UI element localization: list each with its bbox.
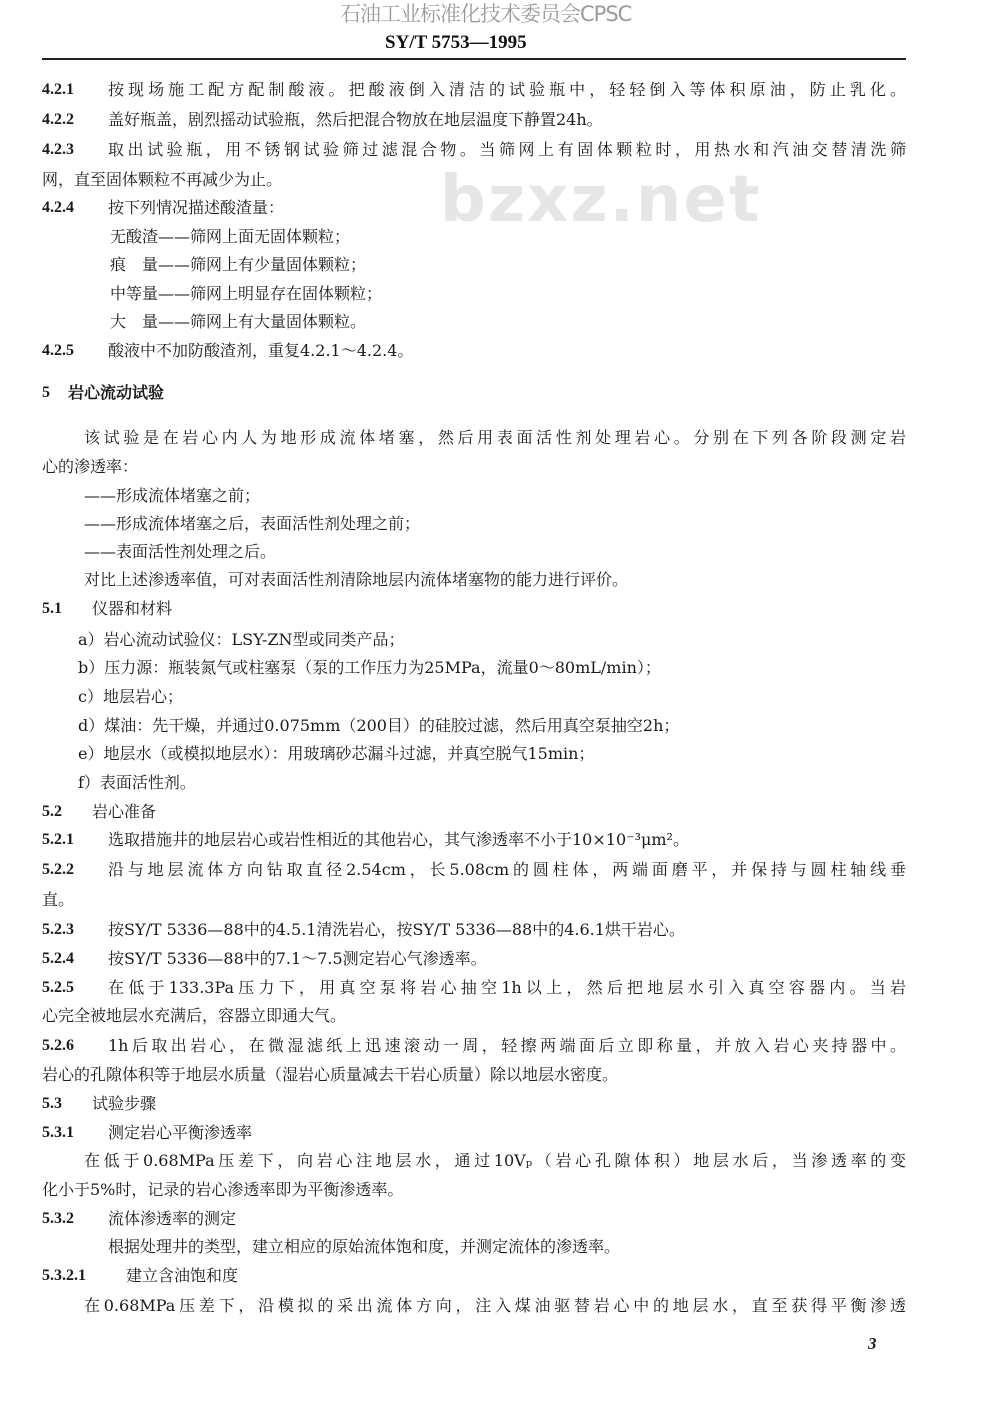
clause-text: 流体渗透率的测定 [108, 1209, 237, 1228]
text-line [42, 977, 906, 999]
text-line [42, 485, 906, 507]
clause-number: 5.2.4 [42, 950, 74, 967]
clause-text: 在低于0.68MPa压差下，向岩心注地层水，通过10Vₚ（岩心孔隙体积）地层水后，当渗透率的变 [84, 1151, 906, 1170]
text-line [42, 859, 906, 881]
text-line [42, 382, 906, 404]
clause-text: ——表面活性剂处理之后。 [84, 542, 277, 561]
clause-number: 4.2.2 [42, 111, 74, 128]
text-line [42, 569, 906, 591]
text-line [42, 657, 906, 679]
clause-number: 5.2.5 [42, 979, 74, 996]
clause-text: 取出试验瓶，用不锈钢试验筛过滤混合物。当筛网上有固体颗粒时，用热水和汽油交替清洗筛 [108, 140, 906, 159]
clause-text: 大 量——筛网上有大量固体颗粒。 [110, 312, 367, 331]
text-line [42, 1236, 906, 1258]
text-line [42, 629, 906, 651]
clause-text: 岩心准备 [92, 802, 157, 821]
clause-number: 5.3.1 [42, 1124, 74, 1141]
clause-number: 5.3.2.1 [42, 1267, 86, 1284]
clause-text: 岩心的孔隙体积等于地层水质量（湿岩心质量减去干岩心质量）除以地层水密度。 [42, 1065, 619, 1084]
clause-text: 岩心流动试验 [68, 383, 165, 402]
clause-text: 无酸渣——筛网上面无固体颗粒； [110, 227, 351, 246]
clause-text: 在低于133.3Pa压力下，用真空泵将岩心抽空1h以上，然后把地层水引入真空容器内。当岩 [108, 978, 906, 997]
clause-number: 4.2.4 [42, 199, 74, 216]
text-line [42, 1035, 906, 1057]
clause-number: 4.2.3 [42, 141, 74, 158]
watermark-site: bzxz.net [440, 163, 762, 237]
clause-text: 建立含油饱和度 [126, 1266, 239, 1285]
clause-number: 5.3.2 [42, 1210, 74, 1227]
text-line [42, 1265, 906, 1287]
text-line [42, 598, 906, 620]
text-line [42, 456, 906, 478]
text-line [42, 197, 906, 219]
text-line [42, 919, 906, 941]
clause-text: 测定岩心平衡渗透率 [108, 1123, 253, 1142]
clause-text: 心的渗透率： [42, 457, 139, 476]
clause-text: 盖好瓶盖，剧烈摇动试验瓶，然后把混合物放在地层温度下静置24h。 [108, 110, 603, 129]
header-rule [42, 58, 906, 60]
page-number: 3 [868, 1334, 877, 1353]
clause-number: 5.2 [42, 803, 62, 820]
text-line [42, 948, 906, 970]
clause-text: 仪器和材料 [92, 599, 173, 618]
clause-text: 选取措施井的地层岩心或岩性相近的其他岩心，其气渗透率不小于10×10⁻³μm²。 [108, 830, 689, 849]
text-line [42, 109, 906, 131]
text-line [42, 1150, 906, 1172]
clause-text: c）地层岩心； [78, 687, 183, 706]
text-line [42, 427, 906, 449]
clause-text: 酸液中不加防酸渣剂，重复4.2.1～4.2.4。 [108, 341, 414, 360]
clause-text: 根据处理井的类型，建立相应的原始流体饱和度，并测定流体的渗透率。 [108, 1237, 621, 1256]
text-line [42, 340, 906, 362]
text-line [42, 226, 906, 248]
watermark-organization: 石油工业标准化技术委员会CPSC [340, 2, 632, 26]
clause-text: f）表面活性剂。 [78, 773, 196, 792]
text-line [42, 1179, 906, 1201]
clause-text: b）压力源：瓶装氮气或柱塞泵（泵的工作压力为25MPa，流量0～80mL/min）； [78, 658, 661, 677]
clause-number: 5.3 [42, 1095, 62, 1112]
clause-text: 按SY/T 5336—88中的7.1～7.5测定岩心气渗透率。 [108, 949, 487, 968]
text-line [42, 283, 906, 305]
text-line [42, 1093, 906, 1115]
clause-number: 5.2.1 [42, 831, 74, 848]
clause-number: 5 [42, 384, 50, 401]
text-line [42, 1005, 906, 1027]
clause-text: 化小于5%时，记录的岩心渗透率即为平衡渗透率。 [42, 1180, 404, 1199]
clause-number: 5.1 [42, 600, 62, 617]
clause-number: 5.2.2 [42, 861, 74, 878]
text-line [42, 829, 906, 851]
text-line [42, 743, 906, 765]
clause-text: 直。 [42, 890, 75, 909]
text-line [42, 1208, 906, 1230]
clause-text: 痕 量——筛网上有少量固体颗粒； [110, 255, 367, 274]
clause-text: a）岩心流动试验仪：LSY-ZN型或同类产品； [78, 630, 405, 649]
clause-text: ——形成流体堵塞之后，表面活性剂处理之前； [84, 514, 421, 533]
text-line [42, 513, 906, 535]
text-line [42, 311, 906, 333]
text-line [42, 1122, 906, 1144]
clause-text: ——形成流体堵塞之前； [84, 486, 261, 505]
clause-text: 1h后取出岩心，在微湿滤纸上迅速滚动一周，轻擦两端面后立即称量，并放入岩心夹持器中。 [108, 1036, 906, 1055]
text-line [42, 801, 906, 823]
clause-number: 5.2.3 [42, 921, 74, 938]
text-line [42, 772, 906, 794]
standard-number-header: SY/T 5753—1995 [385, 32, 527, 53]
clause-text: 对比上述渗透率值，可对表面活性剂清除地层内流体堵塞物的能力进行评价。 [84, 570, 629, 589]
text-line [42, 169, 906, 191]
clause-text: 按下列情况描述酸渣量： [108, 198, 285, 217]
text-line [42, 686, 906, 708]
clause-text: 按SY/T 5336—88中的4.5.1清洗岩心，按SY/T 5336—88中的4.6.1烘干岩心。 [108, 920, 685, 939]
text-line [42, 79, 906, 101]
clause-number: 5.2.6 [42, 1037, 74, 1054]
clause-text: 在0.68MPa压差下，沿模拟的采出流体方向，注入煤油驱替岩心中的地层水，直至获得平衡渗透 [84, 1296, 906, 1315]
text-line [42, 715, 906, 737]
text-line [42, 1064, 906, 1086]
text-line [42, 254, 906, 276]
clause-number: 4.2.1 [42, 81, 74, 98]
clause-text: 试验步骤 [92, 1094, 157, 1113]
text-line [42, 1295, 906, 1317]
clause-number: 4.2.5 [42, 342, 74, 359]
text-line [42, 889, 906, 911]
clause-text: e）地层水（或模拟地层水）：用玻璃砂芯漏斗过滤，并真空脱气15min； [78, 744, 595, 763]
clause-text: 网，直至固体颗粒不再减少为止。 [42, 170, 283, 189]
clause-text: 按现场施工配方配制酸液。把酸液倒入清洁的试验瓶中，轻轻倒入等体积原油，防止乳化。 [108, 80, 906, 99]
clause-text: 该试验是在岩心内人为地形成流体堵塞，然后用表面活性剂处理岩心。分别在下列各阶段测定岩 [84, 428, 906, 447]
clause-text: 心完全被地层水充满后，容器立即通大气。 [42, 1006, 347, 1025]
clause-text: 中等量——筛网上明显存在固体颗粒； [110, 284, 383, 303]
clause-text: 沿与地层流体方向钻取直径2.54cm，长5.08cm的圆柱体，两端面磨平，并保持与圆柱轴线垂 [108, 860, 906, 879]
text-line [42, 541, 906, 563]
clause-text: d）煤油：先干燥，并通过0.075mm（200目）的硅胶过滤，然后用真空泵抽空2h； [78, 716, 680, 735]
text-line [42, 139, 906, 161]
